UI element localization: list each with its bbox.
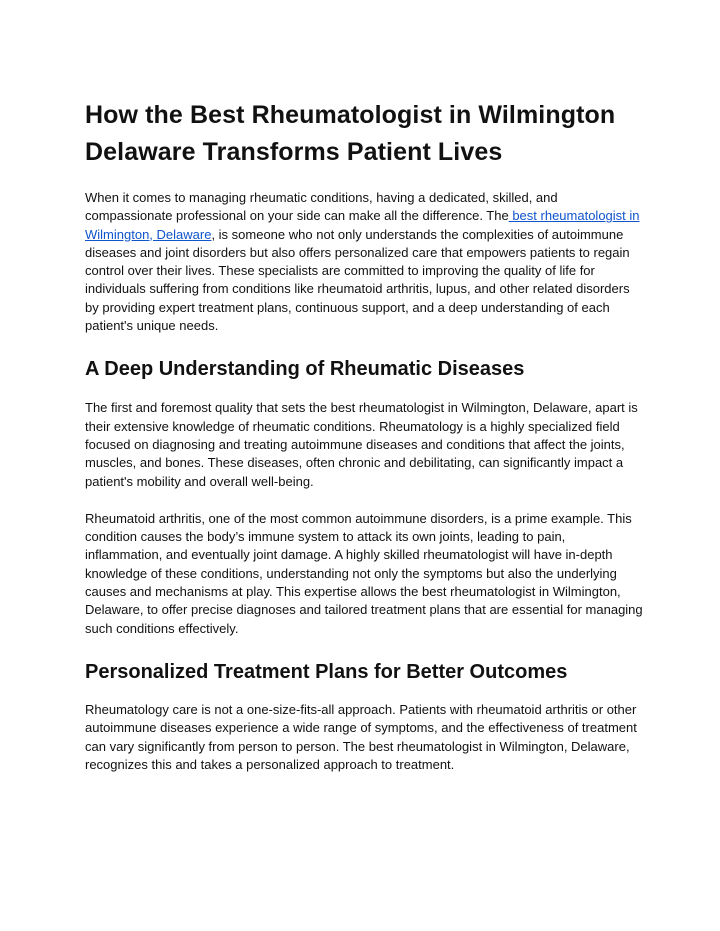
document-page	[85, 97, 645, 793]
intro-text-before-link: When it comes to managing rheumatic conditions, having a dedicated, skilled, and compassionate professional on your side can make all the difference. The	[85, 190, 558, 224]
section-paragraph: Rheumatology care is not a one-size-fits-all approach. Patients with rheumatoid arthritis or other autoimmune diseases experience a wide range of symptoms, and the effectiveness of treatment can vary significantly from person to person. The best rheumatologist in Wilmington, Delaware, recognizes this and takes a personalized approach to treatment.	[85, 701, 637, 772]
section-paragraph: Rheumatoid arthritis, one of the most common autoimmune disorders, is a prime example. This condition causes the body’s immune system to attack its own joints, leading to pain, inflammation, and eventually joint damage. A highly skilled rheumatologist will have in-depth knowledge of these conditions, understanding not only the symptoms but also the underlying causes and mechanisms at play. This expertise allows the best rheumatologist in Wilmington, Delaware, to offer precise diagnoses and tailored treatment plans that are essential for managing such conditions effectively.	[85, 510, 643, 636]
section-paragraph: The first and foremost quality that sets the best rheumatologist in Wilmington, Delaware, apart is their extensive knowledge of rheumatic conditions. Rheumatology is a highly specialized field focused on diagnosing and treating autoimmune diseases and conditions that affect the joints, muscles, and bones. These diseases, often chronic and debilitating, can significantly impact a patient's mobility and overall well-being.	[85, 400, 638, 489]
section-heading-understanding: A Deep Understanding of Rheumatic Diseases	[85, 358, 525, 381]
page-title: How the Best Rheumatologist in Wilmington Delaware Transforms Patient Lives	[85, 101, 616, 166]
intro-text-after-link: , is someone who not only understands the complexities of autoimmune diseases and joint disorders but also offers personalized care that empowers patients to regain control over their lives. These specialists are committed to improving the quality of life for individuals suffering from conditions like rheumatoid arthritis, lupus, and other related disorders by providing expert treatment plans, continuous support, and a deep understanding of each patient's unique needs.	[85, 226, 630, 334]
section-heading-treatment-plans: Personalized Treatment Plans for Better Outcomes	[85, 660, 568, 683]
rheumatologist-link[interactable]: best rheumatologist in Wilmington, Delaware	[85, 208, 640, 242]
intro-paragraph	[85, 189, 645, 335]
